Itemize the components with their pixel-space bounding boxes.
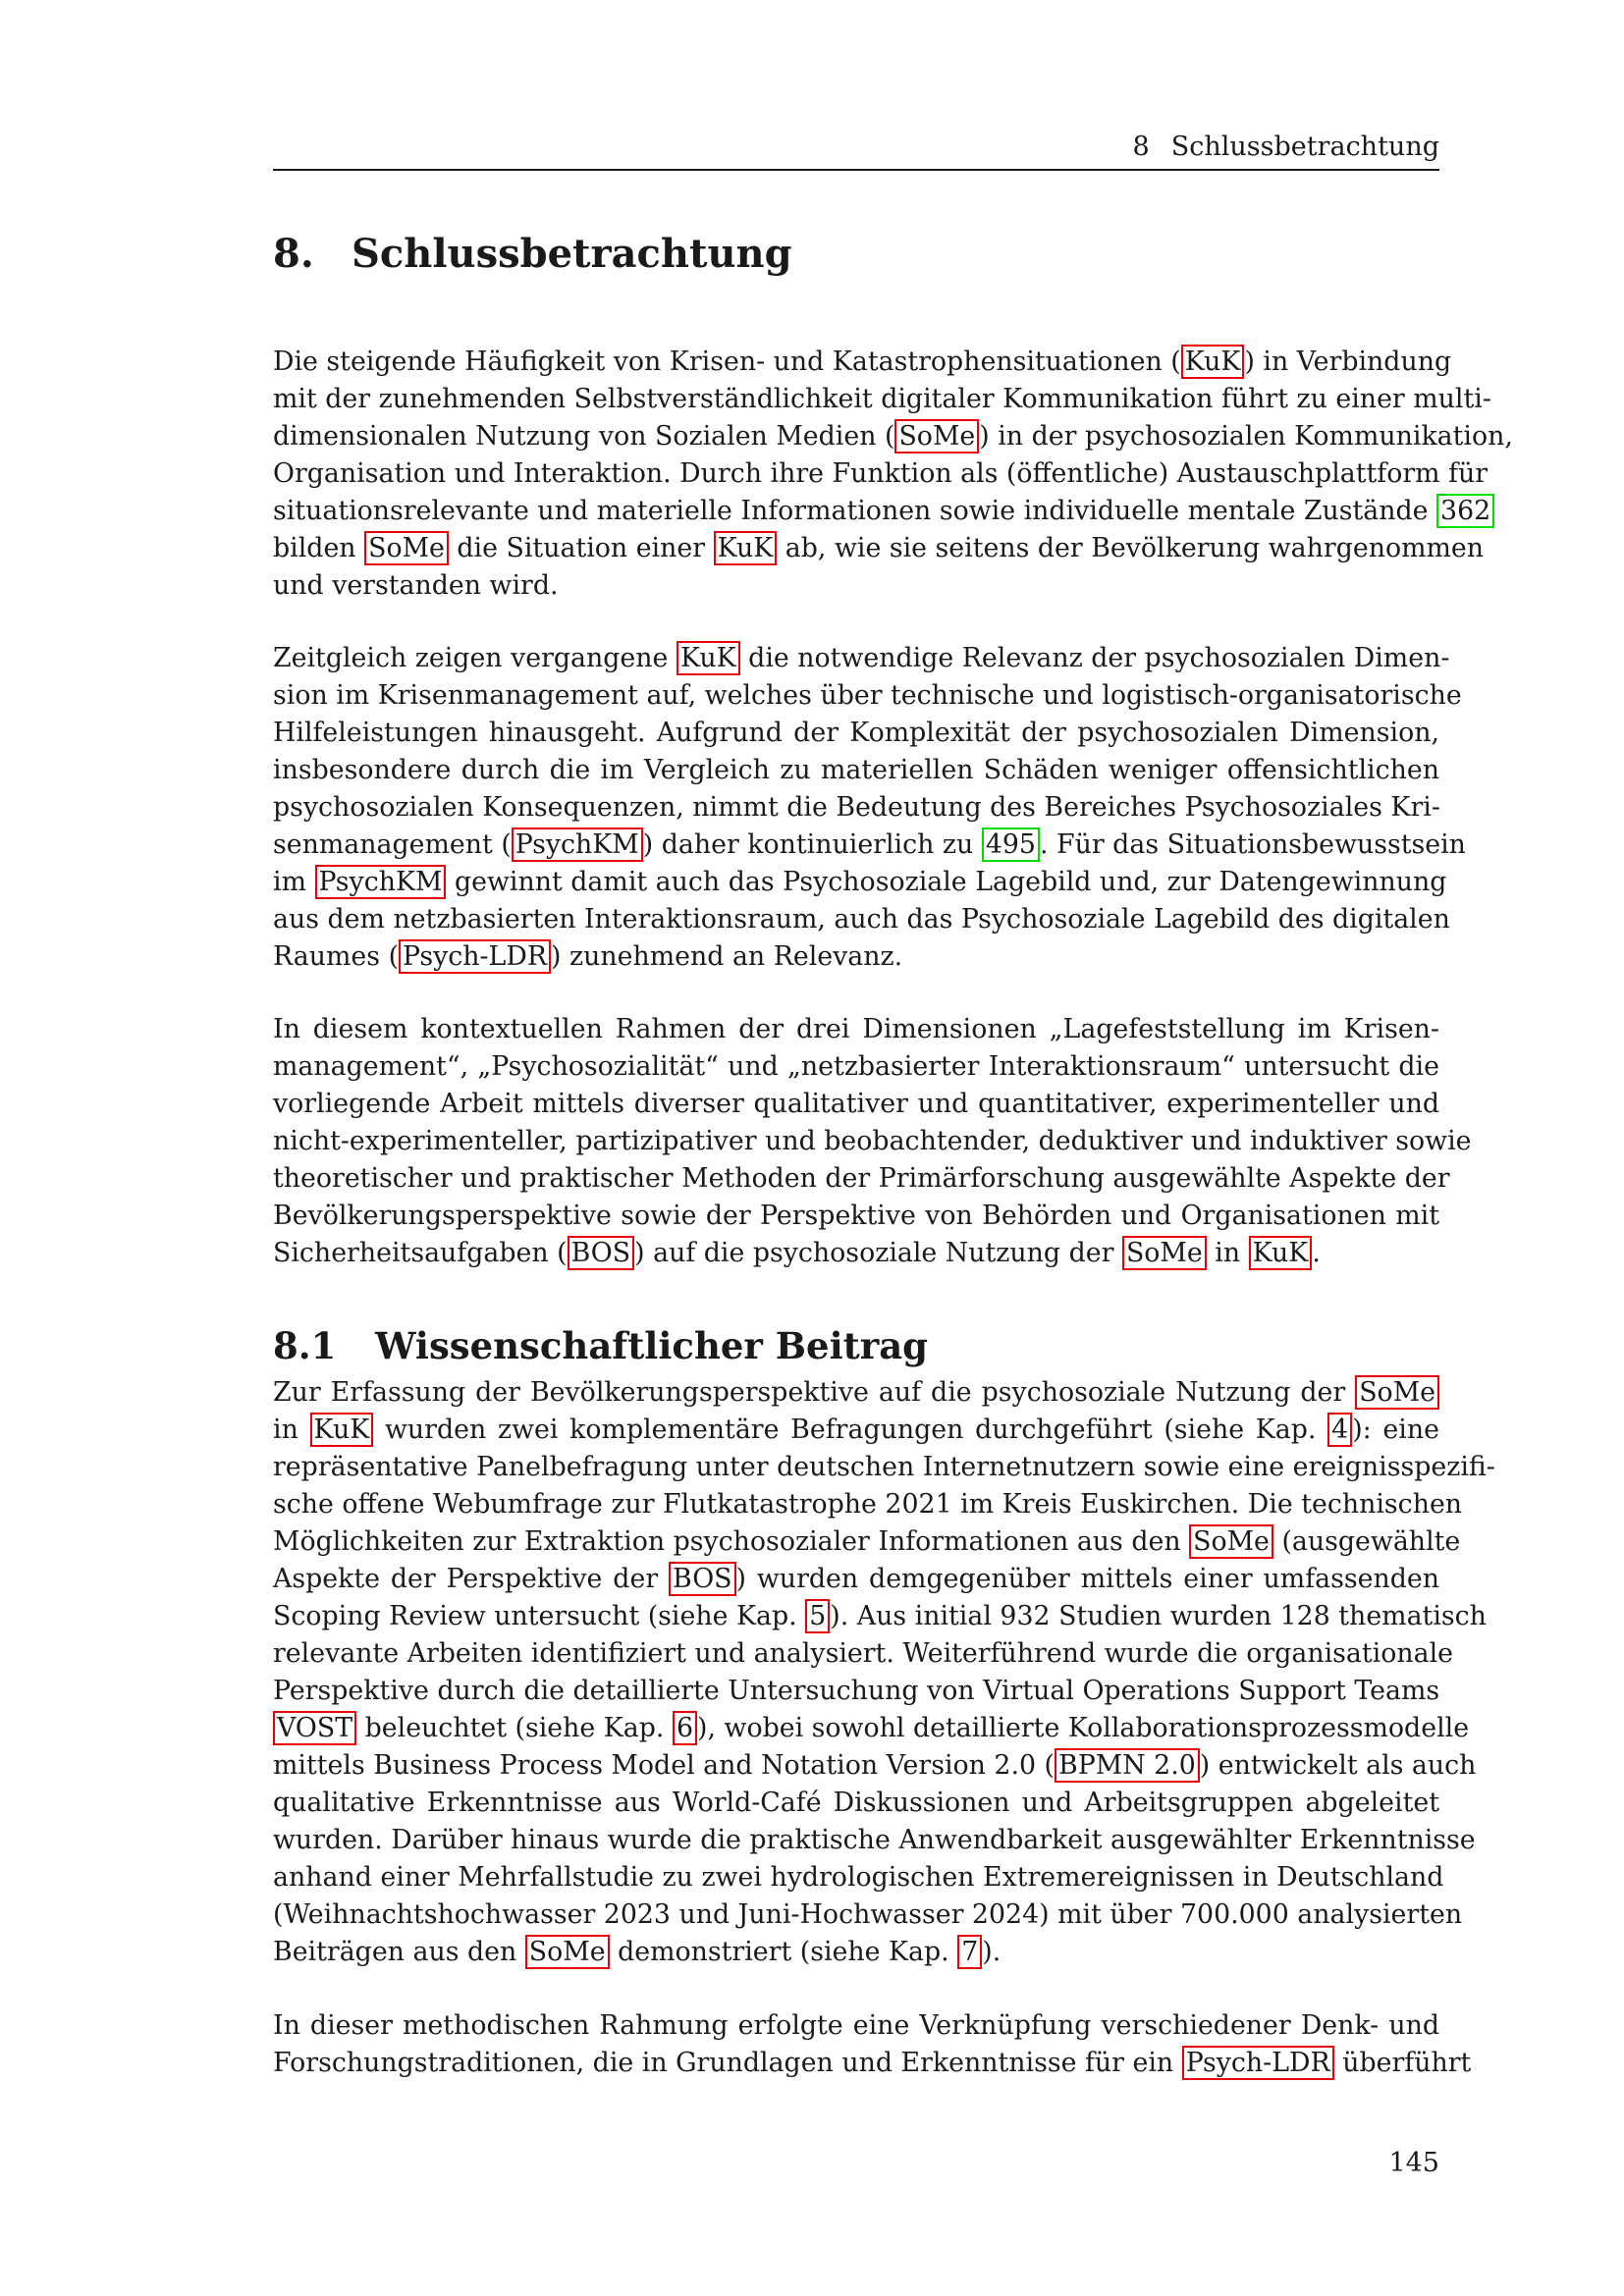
abbrev-link-some[interactable]: SoMe <box>1122 1236 1207 1270</box>
text-line <box>273 752 1439 789</box>
text-line <box>273 827 1466 864</box>
text-run: mittels Business Process Model and Notation Version 2.0 ( <box>273 1750 1056 1781</box>
section-title: Wissenschaftlicher Beitrag <box>375 1324 929 1367</box>
text-line <box>273 2045 1472 2082</box>
running-header-chapter-title: Schlussbetrachtung <box>1170 132 1439 162</box>
text-line <box>273 789 1439 827</box>
text-run: demonstriert (siehe Kap. <box>609 1937 958 1967</box>
text-run: ) in der psychosozialen Kommunikation, <box>979 421 1513 452</box>
text-line <box>273 1859 1444 1896</box>
text-line <box>273 1235 1439 1272</box>
text-run: sche offene Webumfrage zur Flutkatastrophe 2021 im Kreis Euskirchen. Die technischen <box>273 1489 1463 1520</box>
text-run: überführt <box>1333 2048 1472 2078</box>
text-run: In dieser methodischen Rahmung erfolgte eine Verknüpfung verschiedener Denk- und <box>273 2010 1439 2041</box>
abbrev-link-kuk[interactable]: KuK <box>310 1413 374 1447</box>
text-line <box>273 344 1452 381</box>
abbrev-link-bos[interactable]: BOS <box>669 1562 736 1596</box>
abbrev-link-some[interactable]: SoMe <box>364 531 449 565</box>
header-rule <box>273 169 1439 171</box>
abbrev-link-psych-ldr[interactable]: Psych-LDR <box>1182 2046 1334 2080</box>
text-run: theoretischer und praktischer Methoden der Primärforschung ausgewählte Aspekte der <box>273 1163 1450 1194</box>
chapter-ref-link-4[interactable]: 4 <box>1327 1413 1352 1447</box>
text-run: bilden <box>273 533 365 563</box>
text-run: mit der zunehmenden Selbstverständlichkeit digitaler Kommunikation führt zu einer multi- <box>273 384 1491 414</box>
text-run: Möglichkeiten zur Extraktion psychosozialer Informationen aus den <box>273 1526 1190 1557</box>
text-run: Scoping Review untersucht (siehe Kap. <box>273 1601 806 1631</box>
text-line <box>273 418 1513 455</box>
text-run: anhand einer Mehrfallstudie zu zwei hydrologischen Extremereignissen in Deutschland <box>273 1862 1444 1893</box>
text-run: wurden zwei komplementäre Befragungen durchgeführt (siehe Kap. <box>373 1415 1328 1445</box>
text-line <box>273 1561 1439 1598</box>
text-run: ). <box>982 1937 1001 1967</box>
text-line <box>273 567 1439 605</box>
chapter-ref-link-7[interactable]: 7 <box>957 1935 982 1969</box>
text-run: gewinnt damit auch das Psychosoziale Lagebild und, zur Datengewinnung <box>446 867 1447 897</box>
text-line <box>273 381 1491 418</box>
text-run: (Weihnachtshochwasser 2023 und Juni-Hochwasser 2024) mit über 700.000 analysierten <box>273 1899 1463 1930</box>
text-line <box>273 901 1450 938</box>
text-run: Hilfeleistungen hinausgeht. Aufgrund der Komplexität der psychosozialen Dimension, <box>273 718 1439 748</box>
text-run: ) auf die psychosoziale Nutzung der <box>634 1238 1122 1268</box>
text-run: in <box>1206 1238 1249 1268</box>
abbrev-link-psych-ldr[interactable]: Psych-LDR <box>399 939 551 974</box>
text-run: senmanagement ( <box>273 829 512 860</box>
abbrev-link-kuk[interactable]: KuK <box>1249 1236 1313 1270</box>
text-run: ) entwickelt als auch <box>1199 1750 1477 1781</box>
abbrev-link-bpmn[interactable]: BPMN 2.0 <box>1055 1748 1200 1783</box>
text-line <box>273 1822 1476 1859</box>
text-run: ), wobei sowohl detaillierte Kollaborationsprozessmodelle <box>697 1713 1470 1743</box>
paragraph-4 <box>273 1374 1495 1971</box>
abbrev-link-vost[interactable]: VOST <box>273 1711 356 1745</box>
text-run: ab, wie sie seitens der Bevölkerung wahrgenommen <box>777 533 1485 563</box>
text-line <box>273 1123 1472 1160</box>
text-line <box>273 1598 1487 1635</box>
text-run: ) zunehmend an Relevanz. <box>551 941 903 972</box>
abbrev-link-some[interactable]: SoMe <box>894 419 979 454</box>
text-line <box>273 640 1450 677</box>
abbrev-link-kuk[interactable]: KuK <box>714 531 778 565</box>
running-header <box>273 130 1439 165</box>
text-line <box>273 715 1439 752</box>
abbrev-link-some[interactable]: SoMe <box>525 1935 610 1969</box>
chapter-title: Schlussbetrachtung <box>352 231 792 277</box>
text-line <box>273 1523 1461 1561</box>
text-run: und verstanden wird. <box>273 570 559 601</box>
text-run: ) in Verbindung <box>1244 347 1452 377</box>
text-line <box>273 1710 1470 1747</box>
text-run: Bevölkerungsperspektive sowie der Perspektive von Behörden und Organisationen mit <box>273 1201 1439 1231</box>
text-run: Organisation und Interaktion. Durch ihre Funktion als (öffentliche) Austauschplattform für <box>273 458 1489 489</box>
text-run: Aspekte der Perspektive der <box>273 1564 670 1594</box>
text-run: Raumes ( <box>273 941 400 972</box>
text-run: Forschungstraditionen, die in Grundlagen und Erkenntnisse für ein <box>273 2048 1182 2078</box>
text-line <box>273 2007 1439 2045</box>
text-run: ): eine <box>1352 1415 1439 1445</box>
text-run: psychosozialen Konsequenzen, nimmt die Bedeutung des Bereiches Psychosoziales Kri- <box>273 792 1440 823</box>
abbrev-link-some[interactable]: SoMe <box>1355 1375 1439 1410</box>
text-run: management“, „Psychosozialität“ und „netzbasierter Interaktionsraum“ untersucht die <box>273 1051 1439 1082</box>
paragraph-3 <box>273 1011 1472 1272</box>
text-line <box>273 1486 1463 1523</box>
text-run: ) wurden demgegenüber mittels einer umfassenden <box>735 1564 1439 1594</box>
text-run: repräsentative Panelbefragung unter deutschen Internetnutzern sowie eine ereignisspezifi- <box>273 1452 1495 1482</box>
text-line <box>273 455 1489 493</box>
text-run: In diesem kontextuellen Rahmen der drei Dimensionen „Lagefeststellung im Krisen- <box>273 1014 1439 1044</box>
text-run: Zeitgleich zeigen vergangene <box>273 643 677 673</box>
text-line <box>273 1412 1439 1449</box>
abbrev-link-kuk[interactable]: KuK <box>677 641 740 675</box>
text-line <box>273 1198 1439 1235</box>
text-run: Sicherheitsaufgaben ( <box>273 1238 568 1268</box>
text-run: beleuchtet (siehe Kap. <box>356 1713 673 1743</box>
text-run: Die steigende Häufigkeit von Krisen- und Katastrophensituationen ( <box>273 347 1181 377</box>
text-line <box>273 677 1462 715</box>
text-run: im <box>273 867 315 897</box>
text-line <box>273 530 1485 567</box>
page-number: 145 <box>1388 2148 1439 2178</box>
chapter-number: 8. <box>273 231 314 277</box>
text-run: (ausgewählte <box>1272 1526 1461 1557</box>
text-run: . Für das Situationsbewusstsein <box>1039 829 1466 860</box>
text-line <box>273 1635 1454 1673</box>
text-line <box>273 1160 1450 1198</box>
text-run: Beiträgen aus den <box>273 1937 525 1967</box>
text-line <box>273 1449 1495 1486</box>
text-run: in <box>273 1415 310 1445</box>
text-run: nicht-experimenteller, partizipativer und beobachtender, deduktiver und induktiver sowie <box>273 1126 1472 1156</box>
abbrev-link-psychkm[interactable]: PsychKM <box>512 828 643 862</box>
abbrev-link-kuk[interactable]: KuK <box>1181 345 1245 379</box>
text-line <box>273 493 1491 530</box>
text-run: sion im Krisenmanagement auf, welches über technische und logistisch-organisatorische <box>273 680 1462 711</box>
text-run: aus dem netzbasierten Interaktionsraum, auch das Psychosoziale Lagebild des digitalen <box>273 904 1450 934</box>
text-run: die notwendige Relevanz der psychosozialen Dimen- <box>739 643 1450 673</box>
text-run: qualitative Erkenntnisse aus World-Café Diskussionen und Arbeitsgruppen abgeleitet <box>273 1788 1439 1818</box>
section-number: 8.1 <box>273 1324 337 1367</box>
abbrev-link-some[interactable]: SoMe <box>1189 1524 1273 1559</box>
chapter-ref-link-5[interactable]: 5 <box>805 1599 830 1633</box>
text-run: dimensionalen Nutzung von Sozialen Medien ( <box>273 421 895 452</box>
text-line <box>273 1673 1439 1710</box>
text-line <box>273 1048 1439 1086</box>
citation-link-495[interactable]: 495 <box>982 828 1040 862</box>
text-run: ) daher kontinuierlich zu <box>642 829 982 860</box>
text-run: insbesondere durch die im Vergleich zu materiellen Schäden weniger offensichtlichen <box>273 755 1439 785</box>
text-run: Zur Erfassung der Bevölkerungsperspektive auf die psychosoziale Nutzung der <box>273 1377 1356 1408</box>
text-line <box>273 1374 1439 1412</box>
text-line <box>273 1896 1463 1934</box>
text-run: . <box>1312 1238 1321 1268</box>
citation-link-362[interactable]: 362 <box>1436 494 1494 528</box>
text-run: situationsrelevante und materielle Informationen sowie individuelle mentale Zustände <box>273 496 1437 526</box>
text-line <box>273 1785 1439 1822</box>
paragraph-5 <box>273 2007 1472 2082</box>
section-heading <box>273 1321 928 1370</box>
text-line <box>273 938 1439 976</box>
abbrev-link-bos[interactable]: BOS <box>568 1236 635 1270</box>
text-line <box>273 1934 1439 1971</box>
paragraph-2 <box>273 640 1466 976</box>
text-run: vorliegende Arbeit mittels diverser qualitativer und quantitativer, experimenteller und <box>273 1089 1439 1119</box>
abbrev-link-psychkm[interactable]: PsychKM <box>315 865 447 899</box>
text-run: relevante Arbeiten identifiziert und analysiert. Weiterführend wurde die organisationale <box>273 1638 1454 1669</box>
text-run: Perspektive durch die detaillierte Untersuchung von Virtual Operations Support Teams <box>273 1676 1440 1706</box>
text-line <box>273 1011 1439 1048</box>
text-line <box>273 864 1447 901</box>
text-run: ). Aus initial 932 Studien wurden 128 thematisch <box>830 1601 1487 1631</box>
text-run: wurden. Darüber hinaus wurde die praktische Anwendbarkeit ausgewählter Erkenntnisse <box>273 1825 1476 1855</box>
text-run: die Situation einer <box>448 533 714 563</box>
paragraph-1 <box>273 344 1513 605</box>
running-header-chapter-number: 8 <box>1132 132 1150 162</box>
text-line <box>273 1747 1477 1785</box>
chapter-ref-link-6[interactable]: 6 <box>673 1711 697 1745</box>
text-line <box>273 1086 1439 1123</box>
chapter-heading <box>273 228 792 281</box>
